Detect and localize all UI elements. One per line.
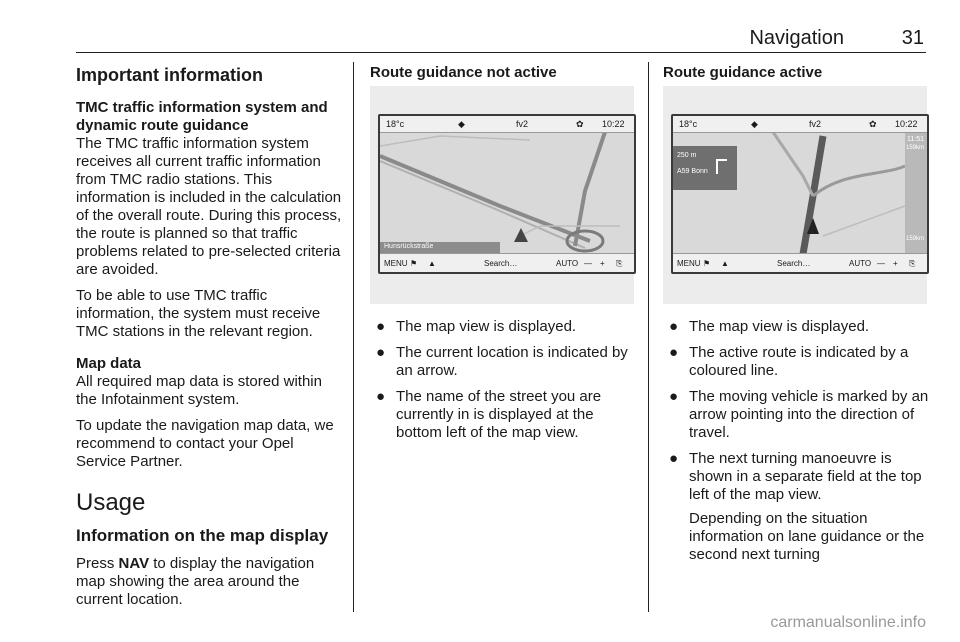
list-item: ● The map view is displayed. <box>669 318 870 335</box>
zoom-in-icon[interactable]: + <box>600 259 605 268</box>
location-pin-icon: ◆ <box>751 119 758 129</box>
list-item: ● The current location is indicated by an arrow. <box>376 344 628 379</box>
figure-caption-active: Route guidance active <box>663 64 823 81</box>
list-item: ● The active route is indicated by a coloured line. <box>669 344 909 379</box>
location-pin-icon: ◆ <box>458 119 465 129</box>
route-options-icon[interactable]: ⎘ <box>909 259 916 268</box>
map-data-heading: Map data <box>76 355 142 372</box>
list-item: ● The name of the street you are currently in is displayed at the bottom left of the map view. <box>376 388 602 441</box>
turn-road: A59 Bonn <box>677 168 708 175</box>
screenshot-guidance-inactive <box>370 86 634 304</box>
active-bullets <box>663 318 929 504</box>
zoom-in-icon[interactable]: + <box>893 259 898 268</box>
flag-icon[interactable]: ⚑ <box>703 259 711 268</box>
status-mid: fv2 <box>809 119 822 129</box>
press-pre: Press <box>76 555 119 572</box>
auto-zoom-button[interactable]: AUTO <box>849 259 872 268</box>
map-screen <box>378 114 636 274</box>
inactive-bullets <box>370 318 634 442</box>
clock: 10:22 <box>895 119 918 129</box>
map-data-paragraph-1: All required map data is stored within the Infotainment system. <box>76 373 322 408</box>
temperature: 18°c <box>386 119 405 129</box>
map-toolbar <box>673 253 927 272</box>
status-mid: fv2 <box>516 119 529 129</box>
column-2 <box>370 64 634 450</box>
map-toolbar <box>380 253 634 272</box>
clock: 10:22 <box>602 119 625 129</box>
list-item: ● The map view is displayed. <box>376 318 577 335</box>
status-bar <box>380 116 634 133</box>
tmc-paragraph-2: To be able to use TMC traffic information, the system must receive TMC stations in the relevant region. <box>76 287 321 340</box>
usage-title: Usage <box>76 489 146 516</box>
figure-caption-inactive: Route guidance not active <box>370 64 557 81</box>
section-title: Important information <box>76 65 263 85</box>
column-divider-1 <box>353 62 354 612</box>
press-post: to display the navigation map showing the area around the current location. <box>76 555 315 608</box>
list-item: ● The next turning manoeuvre is shown in a separate field at the top left of the map view. <box>669 450 922 503</box>
gear-icon: ✿ <box>576 119 584 129</box>
screenshot-guidance-active <box>663 86 927 304</box>
route-options-icon[interactable]: ⎘ <box>616 259 623 268</box>
map-data-paragraph-2: To update the navigation map data, we recommend to contact your Opel Service Partner. <box>76 417 334 470</box>
map-display-heading: Information on the map display <box>76 526 329 545</box>
nav-key: NAV <box>118 555 150 572</box>
eta: 11:51 <box>907 136 924 143</box>
header-title: Navigation <box>749 27 844 49</box>
page-number: 31 <box>901 27 924 49</box>
nav-press-paragraph <box>76 555 342 609</box>
tmc-heading: TMC traffic information system and dynamic route guidance <box>76 99 328 134</box>
turn-distance: 250 m <box>677 152 697 159</box>
page-header <box>76 26 926 53</box>
menu-button[interactable]: MENU <box>384 259 408 268</box>
zoom-out-icon[interactable]: — <box>584 259 592 268</box>
column-3 <box>663 64 929 564</box>
person-icon[interactable]: ▲ <box>428 259 436 268</box>
person-icon[interactable]: ▲ <box>721 259 729 268</box>
search-button[interactable]: Search… <box>777 259 811 268</box>
search-button[interactable]: Search… <box>484 259 518 268</box>
status-bar <box>673 116 927 133</box>
column-1 <box>76 64 342 617</box>
temperature: 18°c <box>679 119 698 129</box>
street-name: Hunsrückstraße <box>384 243 434 250</box>
auto-zoom-button[interactable]: AUTO <box>556 259 579 268</box>
menu-button[interactable]: MENU <box>677 259 701 268</box>
map-drawing <box>673 116 927 272</box>
list-item: ● The moving vehicle is marked by an arrow pointing into the direction of travel. <box>669 388 929 441</box>
column-divider-2 <box>648 62 649 612</box>
flag-icon[interactable]: ⚑ <box>410 259 418 268</box>
watermark: carmanualsonline.info <box>770 614 926 631</box>
continuation-text: Depending on the situation information on lane guidance or the second next turning <box>689 510 925 563</box>
tmc-paragraph-1: The TMC traffic information system receives all current traffic information from TMC radio stations. This information is included in the calculation of the overall route. During this process, the route is planned so that traffic problems related to pre-selected criteria are avoided. <box>76 135 342 278</box>
map-screen <box>671 114 929 274</box>
zoom-out-icon[interactable]: — <box>877 259 885 268</box>
remaining-distance-bottom: 159km <box>906 236 925 242</box>
remaining-distance: 159km <box>906 145 925 151</box>
gear-icon: ✿ <box>869 119 877 129</box>
